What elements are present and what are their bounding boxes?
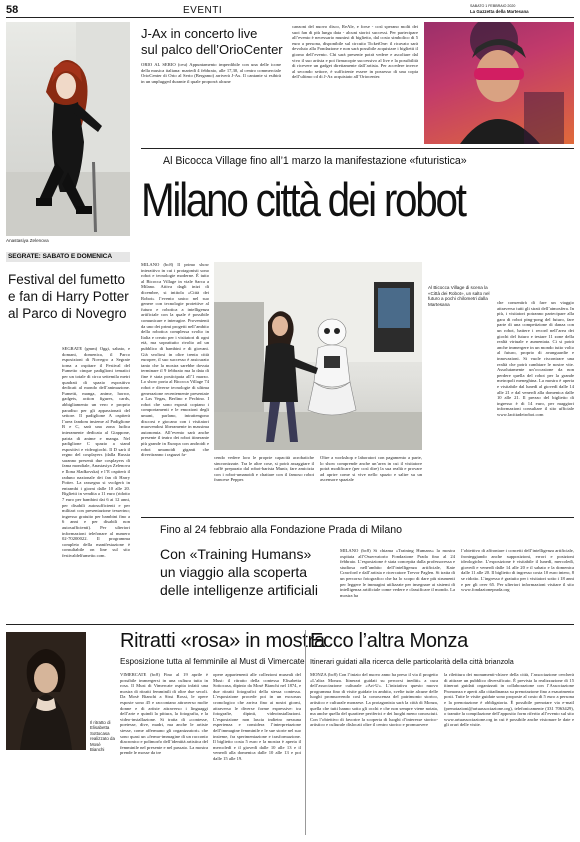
prada-headline-line1: Con «Training Humans» [160, 546, 312, 562]
robot-kicker: Al Bicocca Village fino all’1 marzo la manifestazione «futuristica» [163, 155, 467, 167]
prada-headline-line2: un viaggio alla scoperta [160, 564, 308, 580]
robot-body-col2: cendo vedere loro le proprie capacità acrobatiche sincronizzate. Tra le altre cose, si potrà assaggiare il caffè preparato dal robot-barista Munir, fare amicizia con i robot-umanoidi e chattare con il famoso robot francese Pepper. [214, 455, 314, 483]
cosplayer-photo [6, 22, 130, 236]
masthead: La Gazzetta della Martesana [470, 9, 529, 14]
jax-body-col1: ORIO AL SERIO (ceu) Appuntamento imperdibile con una delle icone della musica italiana: martedì 4 febbraio, alle 17,30, al centro commerciale OrioCenter di Orio al Serio (Bergamo) arriverà J-Ax. Il cantante si esibirà in un unplugged durante il quale proporrà alcune [141, 62, 281, 84]
prada-kicker: Fino al 24 febbraio alla Fondazione Prada di Milano [160, 524, 403, 536]
section-label: EVENTI [183, 5, 223, 16]
robot-illustration [214, 262, 422, 450]
portrait-illustration [6, 632, 86, 750]
vimercate-portrait-caption: Il ritratto di Elisabetta Sottocasa realizzato da Mosè Bianchi [90, 720, 115, 753]
vimercate-kicker: Esposizione tutta al femminile al Must di Vimercate [120, 657, 305, 666]
vimercate-body-col2: opere appartenenti alle collezioni museali del Must: il ritratto della contessa Elisabetta Sottocasa, dipinto da Mosè Bianchi nel 1874, e due ritratti fotografici della stessa contessa. L’esposizione procede poi in un excursus cronologico che arriva fino ai nostri giorni, attraverso le diverse forme espressive: tra fotografie, dipinti, videoinstallazioni. L’esposizione non lascia indietro nessuna esperienza e considera l’interpretazione dell’immagine femminile e le sue storie nel suo insieme, fra sperimentazione e trasformazione. Il biglietto costa 5 euro e la mostra è aperta il mercoledì e il giovedì dalle 10 alle 13 e il venerdì alla domenica dalle 10 alle 13 e poi dalle 15 alle 19. [213, 672, 301, 761]
issue-date: SABATO 1 FEBBRAIO 2020 [470, 4, 516, 8]
robot-headline: Milano città dei robot [141, 173, 465, 226]
segrate-body: SEGRATE (gmm) Oggi, sabato, e domani, domenica, il Parco esposizioni di Novegro a Segrate torna a ospitare il Festival del Fumetto cinque padiglioni tematici per un totale di circa settemila metri quadrati di spazio espositivo dedicati al mondo dell’animazione. Fumetti, manga, anime, horror, gadgets, action figures, cards, abbigliamento un vero e proprio paradiso per gli appassionati del settore. Il padiglione A ospiterà l’area fandom insieme al Padiglione B e C, sarà una zona ludica interamente dedicata al Giappone, patria di anime e manga. Nel padiglione C spazio a stand espositivi e videogiochi. Il D sarà il regno del cosplayers (dalla Russia saranno presenti due cosplayers di fama mondiale, Anastasiya Zelenova e Ilona Sladkovska) e l’E ospiterà il raduno nazionale dei fan di Harry Potter. La rassegna si svolgerà in entrambi i giorni dalle 10 alle 20. Biglietti in vendita a 11 euro (ridotto 7 euro per bambini dai 6 ai 12 anni, per disabili autosufficienti e per militari con presentazione tesserino; ingresso gratuito per bambini fino a 6 anni e per disabili non autosufficienti). Per ulteriori informazioni telefonare al numero 02-70200022. Il programma completo della manifestazione è consultabile on line sul sito festivaldelfumetto.com. [62, 346, 130, 558]
vimercate-headline: Ritratti «rosa» in mostra [120, 630, 325, 652]
robot-photo [214, 262, 422, 450]
monza-kicker: Itinerari guidati alla ricerca delle particolarità della città brianzola [310, 657, 514, 666]
monza-body-col1: MONZA (bc8) Con l’inizio del nuovo anno ha preso il via il progetto «L’altra Monza. Itinerari guidati su percorsi inediti» a cura dell’associazione culturale «Art-U». L’iniziativa questo nuovo programma fino di visite guidate in ambito, svelte tutte alcune delle luoghi promuovendo così la conoscenza del patrimonio storico, artistico e culturale monzese. La protagonista sarà la città di Monza, quella che tutti hanno sotto gli occhi e che non sempre viene notata, ma anche quella del quartiere periferici e dei luoghi meno conosciuti. Con l’obiettivo di favorire la scoperta di luoghi d’interesse storico-artistico e culturale dislocati oltre il centro storico e promuovere [310, 672, 438, 728]
page-number: 58 [6, 4, 19, 16]
vimercate-portrait [6, 632, 86, 750]
header-rule [6, 17, 574, 18]
cosplayer-illustration [6, 22, 130, 236]
segrate-title-line2: e fan di Harry Potter [8, 289, 129, 304]
photo-credit: Anastasiya Zelenova [6, 238, 49, 243]
prada-body-col1: MILANO (bc8) Si chiama «Training Humans» la mostra ospitata all’Osservatorio Fondazione Prada fino al 24 febbraio. L’esposizione è stata concepita dalla professoressa e studiosa nell’ambito dell’intelligenza artificiale, Kate Crawford e dall’artista e ricercatore Trevor Paglen. Si tratta di un percorso fotografico che ha lo scopo di dare più strumenti per leggere le immagini utilizzate per insegnare ai sistemi di intelligenza artificiale come vedere e classificare il mondo. La mostra ha [340, 548, 455, 598]
jax-bottom-rule [141, 148, 574, 149]
segrate-kicker: SEGRATE: SABATO E DOMENICA [8, 253, 113, 260]
monza-headline: Ecco l’altra Monza [310, 630, 468, 652]
column-divider [305, 630, 306, 835]
prada-headline-line3: delle intelligenze artificiali [160, 582, 318, 598]
jax-illustration [424, 22, 574, 144]
jax-body-col2: canzoni del nuovo disco, ReAle, e forse - così sperano molti dei suoi fan di più lunga data - alcuni storici successi. Per partecipare all’evento è necessario munirsi di biglietto, dal costo simbolico di 5 euro a persona, disponibile sul circuito TicketOne: il ricavato sarà devoluto alla Fondazione e non sarà possibile acquistare i biglietti il giorno dell’evento. Chi sarà presente potrà vedere e ascoltare dal vivo il suo artista e poi firmacopie successivo al live e la possibilità di ricevere un gadget direttamente dall’artista. Per accedere invece al secondo settore, è sufficiente essere in possesso di una copia dell’ultimo cd di J-Ax acquistato all’Oriocenter. [292, 24, 418, 80]
robot-body-col4: che consentirà di fare un viaggio attraverso tutti gli strati dell’atmosfera. In più, i visitatori potranno partecipare alla gara di robot ping-pong del futuro, fare parte di una competizione di danza con un robot, battere i record nell’area dei giochi del futuro e testare 11 zone della realtà virtuale e aumentata. Ci si potrà anche immergere in un mondo tutto volto al futuro, proprio di avanguardie e innovazioni. Si vuole riscontrare una realtà che potrà cambiare le nostre vite. Assolutamente un’occasione da non perdere quella del robot per la grande metropoli meneghina. La mostra è aperta e visitabile dal lunedì al giovedì dalle 14 alle 21 e dal venerdì alla domenica dalle 10 alle 21. Il prezzo del biglietto di ingresso è di 14 euro, per maggiori informazioni consultare il sito ufficiale www.lacittadeirobot.com [497, 300, 574, 417]
prada-body-col2: l’obiettivo di affrontare i concetti dell’intelligenza artificiale, fronteggiando anche supposizioni, errori e posizioni ideologiche. L’esposizione è visitabile il lunedì, mercoledì, giovedì e venerdì dalle 14 alle 20 e il sabato e la domenica dalle 11 alle 20. Il biglietto di ingresso costa 10 euro intero, 8 se ridotto. L’ingresso è gratuito per i visitatori sotto i 18 anni e per gli over 65. Per ulteriori informazioni visitare il sito www.fondazioneprada.org [461, 548, 574, 593]
robot-bottom-rule [141, 517, 574, 518]
jax-headline-line2: sul palco dell’OrioCenter [141, 42, 283, 57]
jax-photo [424, 22, 574, 144]
segrate-title-line3: al Parco di Novegro [8, 306, 127, 321]
robot-photo-caption: Al Bicocca Village di scena la «Città dei Robot», un salto nel futuro a pochi chilometri dalla Martesana [428, 285, 490, 307]
segrate-title-line1: Festival del fumetto [8, 272, 126, 287]
vimercate-body-col1: VIMERCATE (bc8) Fino al 19 aprile è possibile immergersi in una cultura tutta in rosa. Il Must di Vimercate ospita infatti una mostra di ritratti femminili di oltre due secoli. Da Mosè Bianchi a Sissi Rossi, le opere esposte sono 45 e raccontano attraverso molte donne e di artiste attraverso i linguaggi dell’arte e quindi la pittura, la fotografia, e la video-installazione. Si tratta di «contesse, poetesse, dive, madri, ma anche le artiste stesse, come affermano gli organizzatori» che sono quasi un «fermo-immagine di un racconto diacronico e polimorfo dell’identità artistica del femminile nel presente e nel passato. La mostra prende le mosse da tre [120, 672, 208, 756]
prada-bottom-rule [6, 624, 574, 625]
monza-body-col2: la riletttura dei monumenti-chiave della città, l’associazione cercherà di attirare un pubblico diversificato. È prevista la realizzazione di 15 itinerari guidati organizzati in collaborazione con l’Associazione Promonza e aperti alla cittadinanza su prenotazione fino a esaurimento posti. Tutte le visite guidate sono proposte al costo di 5 euro a persona e la prenotazione è obbligatoria. È possibile prenotare via e-mail (prenotazioni@artuassociazione.org), telefonicamente (331 7063429), o tramite la compilazione dell’apposito form riferito all’evento sul sito www.artuassociazione.org in cui è possibile anche visionare le date e gli orari delle visite. [444, 672, 574, 728]
robot-body-col3: Oltre a workshop e laboratori con pagamento a parte, lo show comprende anche un’area in cui il visitatore potrà modificare (per così dire) la sua realtà e provare ad aprire come si vive nello spazio e salire su un ascensore spaziale [320, 455, 422, 483]
jax-headline-line1: J-Ax in concerto live [141, 26, 258, 41]
robot-body-col1: MILANO (bc8) Il primo show interattivo in cui i protagonisti sono robot e tecnologie moderne. È tutto al Bicocca Village in viale Sarca a Milano. Attiva dagli inizi di dicembre, si intitola «Città dei Robot» l’evento unico nel suo genere con tecnologie protettive al futuro e robotica a intelligenza artificiale con la quale è possibile comunicare e interagire. Provenienti da uno dei primi progetti nell’ambito della robotica complessa svolto in Italia e creato per i visitatori di ogni età, ma soprattutto rivolto ad un pubblico di bambini e di giovani. Già svoltosi in oltre trenta città europee, il suo successo è assicurato tanto che la mostra sarebbe dovuta terminare il 9 febbraio ma la data di fine è stata posticipata all’1 marzo. Lo show porta al Bicocca Village 74 robot e diverse tecnologie di ultima generazione recentemente presentate a Las Vegas, Berlino e Pechino. I robot che sono esposti copiano i comportamenti e le emozioni degli umani, parlano, intrattengono discorsi e giocano con i visitatori muovendosi liberamente in massima autonomia. All’evento sarà anche presente il teatro dei robot itinerante più grande in Europa con androidi e robot umanoidi giganti che divertiranno i ragazzi fa- [141, 262, 209, 458]
